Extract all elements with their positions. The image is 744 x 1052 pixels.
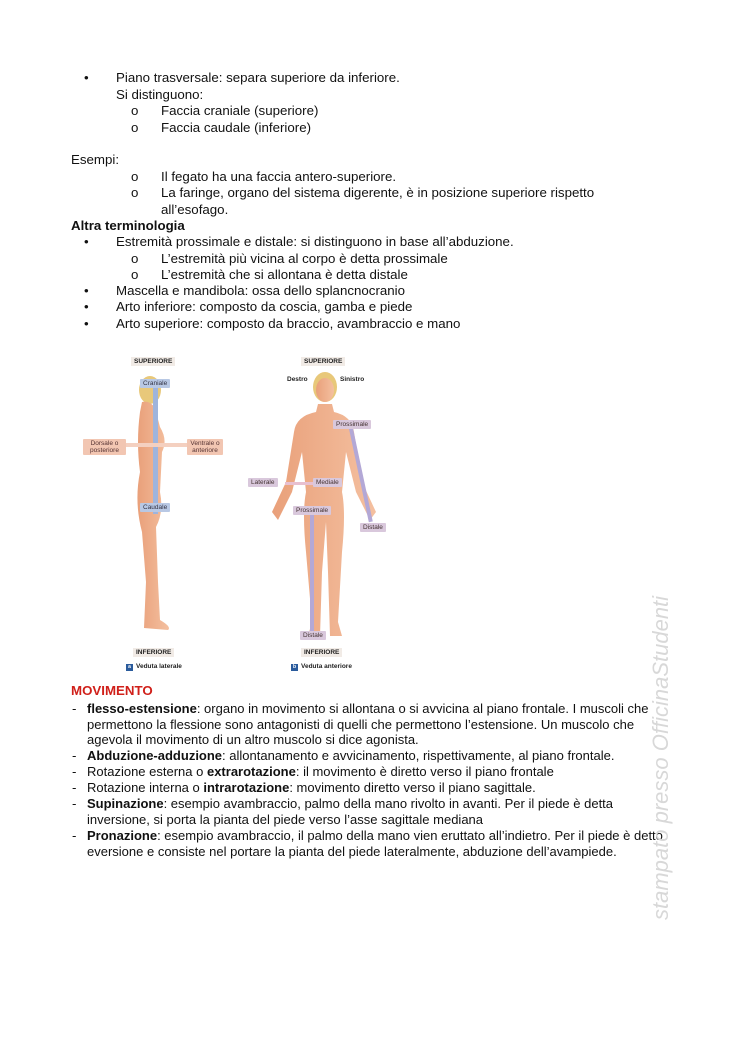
- inferiore-label: INFERIORE: [133, 648, 174, 657]
- text-line: Si distinguono:: [116, 87, 204, 102]
- text-line: Arto inferiore: composto da coscia, gamba e piede: [116, 299, 413, 314]
- item-pre: Rotazione esterna o: [87, 764, 207, 779]
- dash-bullet: -: [72, 796, 77, 811]
- section-heading-movimento: MOVIMENTO: [71, 683, 153, 698]
- text-line: Faccia caudale (inferiore): [161, 120, 312, 135]
- bullet: •: [84, 283, 89, 298]
- prossimale-label: Prossimale: [293, 506, 331, 515]
- sub-bullet: o: [131, 267, 139, 282]
- item-bold: Pronazione: [87, 828, 158, 843]
- prossimale-label: Prossimale: [333, 420, 371, 429]
- superiore-label: SUPERIORE: [301, 357, 345, 366]
- item-bold: Abduzione-adduzione: [87, 748, 223, 763]
- ventrale-label: Ventrale o anteriore: [187, 439, 223, 455]
- text-line: Esempi:: [71, 152, 120, 167]
- caudale-label: Caudale: [140, 503, 170, 512]
- item-text: : esempio avambraccio, il palmo della mano vien eruttato all’indietro. Per il piede è detto eversione e consiste nel portare la pianta del piede lateralmente, abduzione dell’avampiede.: [87, 828, 663, 859]
- item-text: : esempio avambraccio, palmo della mano rivolto in avanti. Per il piede è detta inversione, si porta la pianta del piede verso l’asse sagittale mediana: [87, 796, 614, 827]
- text-line: Mascella e mandibola: ossa dello splancnocranio: [116, 283, 406, 298]
- distale-label: Distale: [300, 631, 326, 640]
- text-line: L’estremità più vicina al corpo è detta prossimale: [161, 251, 448, 266]
- bullet: •: [84, 70, 89, 85]
- text-line: La faringe, organo del sistema digerente, è in posizione superiore rispetto: [161, 185, 595, 200]
- caption-text: Veduta anteriore: [301, 663, 352, 670]
- anatomy-figure: [80, 352, 400, 676]
- sinistro-label: Sinistro: [340, 376, 365, 383]
- anterior-body: [272, 372, 376, 636]
- text-line: L’estremità che si allontana è detta distale: [161, 267, 408, 282]
- movimento-item: [87, 748, 677, 764]
- dash-bullet: -: [72, 764, 77, 779]
- sub-bullet: o: [131, 169, 139, 184]
- dash-bullet: -: [72, 780, 77, 795]
- inferiore-label: INFERIORE: [301, 648, 342, 657]
- dash-bullet: -: [72, 828, 77, 843]
- movimento-item: [87, 764, 677, 780]
- caption-letter: b: [292, 664, 297, 670]
- caption-text: Veduta laterale: [136, 663, 182, 670]
- dash-bullet: -: [72, 701, 77, 716]
- text-line: Piano trasversale: separa superiore da inferiore.: [116, 70, 400, 85]
- bullet: •: [84, 299, 89, 314]
- dash-bullet: -: [72, 748, 77, 763]
- item-pre: Rotazione interna o: [87, 780, 204, 795]
- bullet: •: [84, 316, 89, 331]
- item-bold: Supinazione: [87, 796, 164, 811]
- movimento-item: [87, 828, 677, 859]
- dorsale-label: Dorsale o posteriore: [83, 439, 126, 455]
- laterale-label: Laterale: [248, 478, 278, 487]
- craniale-caudale-arrow: [153, 384, 158, 514]
- text-line: Arto superiore: composto da braccio, avambraccio e mano: [116, 316, 461, 331]
- prossimale-distale-arrow: [310, 510, 314, 635]
- text-line: Faccia craniale (superiore): [161, 103, 319, 118]
- mediale-label: Mediale: [313, 478, 342, 487]
- body-illustration: [80, 352, 400, 676]
- item-text: : organo in movimento si allontana o si avvicina al piano frontale. I muscoli che permettono la flessione sono antagonisti di quelli che permettono l’estensione. Un muscolo che agevola il movimento di un altro muscolo si dice agonista.: [87, 701, 649, 748]
- caption-b: [291, 663, 352, 671]
- movimento-item: [87, 796, 677, 827]
- sub-bullet: o: [131, 251, 139, 266]
- distale-label: Distale: [360, 523, 386, 532]
- craniale-label: Craniale: [140, 379, 170, 388]
- bullet: •: [84, 234, 89, 249]
- section-heading: Altra terminologia: [71, 218, 185, 233]
- destro-label: Destro: [287, 376, 308, 383]
- text-line: Il fegato ha una faccia antero-superiore.: [161, 169, 397, 184]
- item-bold: extrarotazione: [206, 764, 296, 779]
- caption-letter: a: [126, 664, 133, 671]
- watermark: stampato presso OfficinaStudenti: [648, 595, 673, 920]
- sub-bullet: o: [131, 120, 139, 135]
- item-text: : movimento diretto verso il piano sagittale.: [289, 780, 536, 795]
- item-text: : allontanamento e avvicinamento, rispettivamente, al piano frontale.: [222, 748, 615, 763]
- sub-bullet: o: [131, 185, 139, 200]
- sub-bullet: o: [131, 103, 139, 118]
- item-bold: intrarotazione: [203, 780, 290, 795]
- text-line: all’esofago.: [161, 202, 229, 217]
- text-line: Estremità prossimale e distale: si distinguono in base all’abduzione.: [116, 234, 514, 249]
- superiore-label: SUPERIORE: [131, 357, 175, 366]
- movimento-item: [87, 780, 677, 796]
- item-bold: flesso-estensione: [87, 701, 197, 716]
- item-text: : il movimento è diretto verso il piano frontale: [295, 764, 554, 779]
- caption-a: [126, 663, 182, 671]
- movimento-item: [87, 701, 677, 748]
